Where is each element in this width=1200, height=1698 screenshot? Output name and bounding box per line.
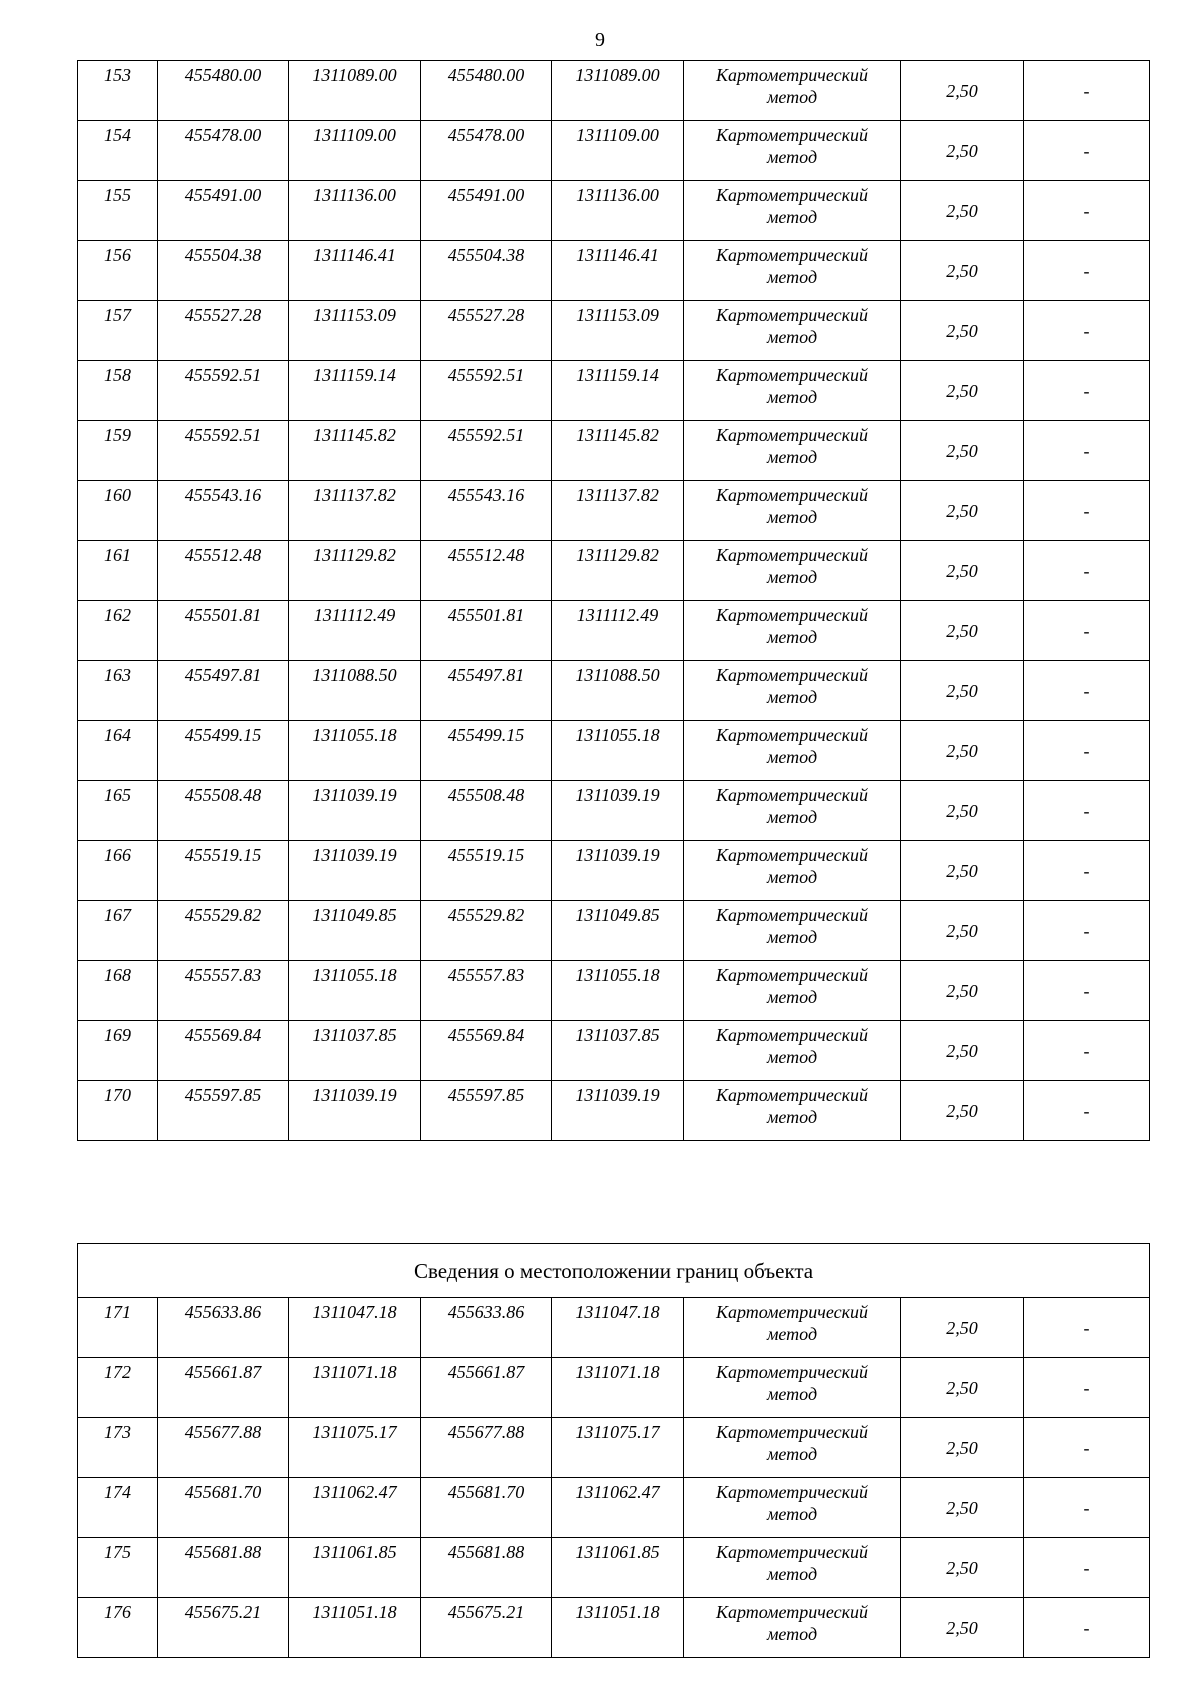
point-number-cell: 165: [78, 781, 158, 841]
coordinates-table-top: [77, 60, 1150, 1141]
y-new-cell: 1311049.85: [552, 901, 684, 961]
y-new-cell: 1311039.19: [552, 781, 684, 841]
x-old-cell: 455512.48: [158, 541, 289, 601]
point-number-cell: 164: [78, 721, 158, 781]
description-cell: -: [1024, 601, 1150, 661]
y-old-cell: 1311047.18: [289, 1298, 421, 1358]
method-cell: [684, 61, 901, 121]
accuracy-cell: 2,50: [901, 1478, 1024, 1538]
x-old-cell: 455529.82: [158, 901, 289, 961]
table-row: [78, 421, 1150, 481]
table-row: [78, 721, 1150, 781]
table-row: [78, 961, 1150, 1021]
description-cell: -: [1024, 1358, 1150, 1418]
table-row: [78, 781, 1150, 841]
accuracy-cell: 2,50: [901, 1081, 1024, 1141]
method-line-1: Картометрический: [715, 545, 868, 565]
y-new-cell: 1311136.00: [552, 181, 684, 241]
accuracy-cell: 2,50: [901, 901, 1024, 961]
table-row: [78, 901, 1150, 961]
y-old-cell: 1311088.50: [289, 661, 421, 721]
y-new-cell: 1311109.00: [552, 121, 684, 181]
method-line-1: Картометрический: [715, 365, 868, 385]
y-old-cell: 1311037.85: [289, 1021, 421, 1081]
x-new-cell: 455543.16: [421, 481, 552, 541]
y-old-cell: 1311145.82: [289, 421, 421, 481]
y-new-cell: 1311055.18: [552, 721, 684, 781]
x-new-cell: 455597.85: [421, 1081, 552, 1141]
x-new-cell: 455499.15: [421, 721, 552, 781]
table-row: [78, 1298, 1150, 1358]
method-line-1: Картометрический: [715, 425, 868, 445]
accuracy-cell: 2,50: [901, 721, 1024, 781]
method-line-1: Картометрический: [715, 1085, 868, 1105]
x-old-cell: 455478.00: [158, 121, 289, 181]
description-cell: -: [1024, 361, 1150, 421]
point-number-cell: 170: [78, 1081, 158, 1141]
description-cell: -: [1024, 1478, 1150, 1538]
accuracy-cell: 2,50: [901, 601, 1024, 661]
y-old-cell: 1311055.18: [289, 961, 421, 1021]
method-cell: [684, 1598, 901, 1658]
description-cell: -: [1024, 181, 1150, 241]
y-old-cell: 1311075.17: [289, 1418, 421, 1478]
x-old-cell: 455681.70: [158, 1478, 289, 1538]
coordinates-table-bottom: [77, 1243, 1150, 1658]
accuracy-cell: 2,50: [901, 1598, 1024, 1658]
method-cell: [684, 961, 901, 1021]
y-old-cell: 1311159.14: [289, 361, 421, 421]
x-old-cell: 455491.00: [158, 181, 289, 241]
table-row: [78, 1538, 1150, 1598]
description-cell: -: [1024, 481, 1150, 541]
point-number-cell: 169: [78, 1021, 158, 1081]
x-old-cell: 455677.88: [158, 1418, 289, 1478]
method-line-1: Картометрический: [715, 245, 868, 265]
description-cell: -: [1024, 1598, 1150, 1658]
method-cell: [684, 901, 901, 961]
method-line-1: Картометрический: [715, 1025, 868, 1045]
method-cell: [684, 361, 901, 421]
method-line-1: Картометрический: [715, 665, 868, 685]
method-line-2: метод: [766, 1564, 818, 1584]
method-line-2: метод: [766, 267, 818, 287]
method-line-2: метод: [766, 507, 818, 527]
x-new-cell: 455504.38: [421, 241, 552, 301]
y-new-cell: 1311039.19: [552, 841, 684, 901]
point-number-cell: 157: [78, 301, 158, 361]
method-cell: [684, 301, 901, 361]
x-new-cell: 455675.21: [421, 1598, 552, 1658]
description-cell: -: [1024, 421, 1150, 481]
accuracy-cell: 2,50: [901, 421, 1024, 481]
method-line-2: метод: [766, 1624, 818, 1644]
method-line-1: Картометрический: [715, 305, 868, 325]
table-row: [78, 601, 1150, 661]
method-line-1: Картометрический: [715, 185, 868, 205]
page-number: 9: [595, 29, 605, 51]
x-new-cell: 455519.15: [421, 841, 552, 901]
y-old-cell: 1311136.00: [289, 181, 421, 241]
method-cell: [684, 1358, 901, 1418]
method-cell: [684, 601, 901, 661]
y-new-cell: 1311071.18: [552, 1358, 684, 1418]
method-cell: [684, 1298, 901, 1358]
y-new-cell: 1311088.50: [552, 661, 684, 721]
point-number-cell: 154: [78, 121, 158, 181]
point-number-cell: 158: [78, 361, 158, 421]
point-number-cell: 168: [78, 961, 158, 1021]
method-line-1: Картометрический: [715, 965, 868, 985]
table-row: [78, 1081, 1150, 1141]
description-cell: -: [1024, 1538, 1150, 1598]
description-cell: -: [1024, 781, 1150, 841]
description-cell: -: [1024, 241, 1150, 301]
method-line-1: Картометрический: [715, 1302, 868, 1322]
y-new-cell: 1311145.82: [552, 421, 684, 481]
table-row: [78, 361, 1150, 421]
x-new-cell: 455478.00: [421, 121, 552, 181]
description-cell: -: [1024, 301, 1150, 361]
accuracy-cell: 2,50: [901, 181, 1024, 241]
accuracy-cell: 2,50: [901, 961, 1024, 1021]
x-new-cell: 455527.28: [421, 301, 552, 361]
point-number-cell: 162: [78, 601, 158, 661]
y-new-cell: 1311153.09: [552, 301, 684, 361]
table-row: [78, 1598, 1150, 1658]
y-old-cell: 1311112.49: [289, 601, 421, 661]
accuracy-cell: 2,50: [901, 841, 1024, 901]
description-cell: -: [1024, 901, 1150, 961]
method-line-1: Картометрический: [715, 605, 868, 625]
x-old-cell: 455508.48: [158, 781, 289, 841]
description-cell: -: [1024, 1081, 1150, 1141]
method-line-1: Картометрический: [715, 845, 868, 865]
x-new-cell: 455633.86: [421, 1298, 552, 1358]
y-new-cell: 1311089.00: [552, 61, 684, 121]
method-line-1: Картометрический: [715, 1362, 868, 1382]
y-old-cell: 1311137.82: [289, 481, 421, 541]
table-row: [78, 1358, 1150, 1418]
x-new-cell: 455508.48: [421, 781, 552, 841]
method-line-2: метод: [766, 327, 818, 347]
y-new-cell: 1311075.17: [552, 1418, 684, 1478]
method-line-1: Картометрический: [715, 725, 868, 745]
x-old-cell: 455592.51: [158, 361, 289, 421]
table-row: [78, 541, 1150, 601]
y-new-cell: 1311129.82: [552, 541, 684, 601]
point-number-cell: 161: [78, 541, 158, 601]
method-line-1: Картометрический: [715, 65, 868, 85]
method-line-2: метод: [766, 207, 818, 227]
accuracy-cell: 2,50: [901, 481, 1024, 541]
y-new-cell: 1311039.19: [552, 1081, 684, 1141]
accuracy-cell: 2,50: [901, 241, 1024, 301]
table-row: [78, 1021, 1150, 1081]
method-cell: [684, 721, 901, 781]
accuracy-cell: 2,50: [901, 781, 1024, 841]
method-cell: [684, 781, 901, 841]
point-number-cell: 155: [78, 181, 158, 241]
method-cell: [684, 1478, 901, 1538]
y-old-cell: 1311146.41: [289, 241, 421, 301]
method-cell: [684, 1081, 901, 1141]
table-row: [78, 1418, 1150, 1478]
y-new-cell: 1311037.85: [552, 1021, 684, 1081]
accuracy-cell: 2,50: [901, 121, 1024, 181]
table-row: [78, 301, 1150, 361]
x-new-cell: 455557.83: [421, 961, 552, 1021]
method-line-2: метод: [766, 387, 818, 407]
point-number-cell: 153: [78, 61, 158, 121]
method-line-2: метод: [766, 147, 818, 167]
x-old-cell: 455592.51: [158, 421, 289, 481]
method-cell: [684, 121, 901, 181]
description-cell: -: [1024, 961, 1150, 1021]
y-old-cell: 1311039.19: [289, 781, 421, 841]
table-row: [78, 841, 1150, 901]
y-new-cell: 1311146.41: [552, 241, 684, 301]
point-number-cell: 163: [78, 661, 158, 721]
accuracy-cell: 2,50: [901, 1418, 1024, 1478]
method-line-1: Картометрический: [715, 785, 868, 805]
method-line-2: метод: [766, 627, 818, 647]
method-line-1: Картометрический: [715, 1602, 868, 1622]
x-new-cell: 455491.00: [421, 181, 552, 241]
x-old-cell: 455499.15: [158, 721, 289, 781]
method-line-2: метод: [766, 1047, 818, 1067]
x-new-cell: 455569.84: [421, 1021, 552, 1081]
method-line-2: метод: [766, 867, 818, 887]
y-new-cell: 1311112.49: [552, 601, 684, 661]
x-old-cell: 455557.83: [158, 961, 289, 1021]
x-old-cell: 455497.81: [158, 661, 289, 721]
x-new-cell: 455681.88: [421, 1538, 552, 1598]
method-line-2: метод: [766, 747, 818, 767]
x-old-cell: 455480.00: [158, 61, 289, 121]
table-row: [78, 481, 1150, 541]
point-number-cell: 175: [78, 1538, 158, 1598]
x-new-cell: 455501.81: [421, 601, 552, 661]
method-cell: [684, 841, 901, 901]
y-new-cell: 1311062.47: [552, 1478, 684, 1538]
method-line-1: Картометрический: [715, 1482, 868, 1502]
x-new-cell: 455677.88: [421, 1418, 552, 1478]
description-cell: -: [1024, 1298, 1150, 1358]
method-cell: [684, 1418, 901, 1478]
method-line-2: метод: [766, 1504, 818, 1524]
accuracy-cell: 2,50: [901, 1358, 1024, 1418]
description-cell: -: [1024, 61, 1150, 121]
accuracy-cell: 2,50: [901, 1021, 1024, 1081]
y-old-cell: 1311051.18: [289, 1598, 421, 1658]
description-cell: -: [1024, 721, 1150, 781]
description-cell: -: [1024, 661, 1150, 721]
method-line-2: метод: [766, 87, 818, 107]
x-new-cell: 455497.81: [421, 661, 552, 721]
x-old-cell: 455633.86: [158, 1298, 289, 1358]
table-row: [78, 661, 1150, 721]
x-new-cell: 455512.48: [421, 541, 552, 601]
method-line-2: метод: [766, 447, 818, 467]
method-cell: [684, 541, 901, 601]
table-caption: Сведения о местоположении границ объекта: [78, 1244, 1150, 1298]
x-old-cell: 455675.21: [158, 1598, 289, 1658]
y-old-cell: 1311055.18: [289, 721, 421, 781]
x-old-cell: 455501.81: [158, 601, 289, 661]
accuracy-cell: 2,50: [901, 301, 1024, 361]
method-line-2: метод: [766, 987, 818, 1007]
x-new-cell: 455592.51: [421, 421, 552, 481]
method-line-2: метод: [766, 567, 818, 587]
method-cell: [684, 241, 901, 301]
description-cell: -: [1024, 1418, 1150, 1478]
point-number-cell: 172: [78, 1358, 158, 1418]
y-old-cell: 1311089.00: [289, 61, 421, 121]
x-old-cell: 455661.87: [158, 1358, 289, 1418]
y-new-cell: 1311051.18: [552, 1598, 684, 1658]
method-line-2: метод: [766, 1444, 818, 1464]
method-cell: [684, 661, 901, 721]
caption-row: [78, 1244, 1150, 1298]
x-old-cell: 455527.28: [158, 301, 289, 361]
x-old-cell: 455681.88: [158, 1538, 289, 1598]
y-old-cell: 1311109.00: [289, 121, 421, 181]
x-old-cell: 455597.85: [158, 1081, 289, 1141]
method-line-1: Картометрический: [715, 1542, 868, 1562]
point-number-cell: 160: [78, 481, 158, 541]
x-new-cell: 455529.82: [421, 901, 552, 961]
description-cell: -: [1024, 121, 1150, 181]
table-row: [78, 121, 1150, 181]
point-number-cell: 167: [78, 901, 158, 961]
x-old-cell: 455569.84: [158, 1021, 289, 1081]
table-row: [78, 181, 1150, 241]
y-old-cell: 1311153.09: [289, 301, 421, 361]
point-number-cell: 176: [78, 1598, 158, 1658]
y-old-cell: 1311061.85: [289, 1538, 421, 1598]
method-cell: [684, 1538, 901, 1598]
description-cell: -: [1024, 841, 1150, 901]
x-new-cell: 455681.70: [421, 1478, 552, 1538]
method-line-2: метод: [766, 807, 818, 827]
accuracy-cell: 2,50: [901, 1298, 1024, 1358]
x-old-cell: 455543.16: [158, 481, 289, 541]
method-cell: [684, 1021, 901, 1081]
method-line-1: Картометрический: [715, 125, 868, 145]
method-line-2: метод: [766, 1324, 818, 1344]
description-cell: -: [1024, 1021, 1150, 1081]
point-number-cell: 159: [78, 421, 158, 481]
point-number-cell: 171: [78, 1298, 158, 1358]
accuracy-cell: 2,50: [901, 1538, 1024, 1598]
y-new-cell: 1311055.18: [552, 961, 684, 1021]
y-new-cell: 1311061.85: [552, 1538, 684, 1598]
x-old-cell: 455504.38: [158, 241, 289, 301]
method-line-2: метод: [766, 927, 818, 947]
accuracy-cell: 2,50: [901, 61, 1024, 121]
method-line-1: Картометрический: [715, 905, 868, 925]
x-new-cell: 455661.87: [421, 1358, 552, 1418]
point-number-cell: 174: [78, 1478, 158, 1538]
table-row: [78, 61, 1150, 121]
description-cell: -: [1024, 541, 1150, 601]
x-new-cell: 455592.51: [421, 361, 552, 421]
point-number-cell: 166: [78, 841, 158, 901]
method-line-2: метод: [766, 1107, 818, 1127]
y-old-cell: 1311129.82: [289, 541, 421, 601]
accuracy-cell: 2,50: [901, 541, 1024, 601]
point-number-cell: 156: [78, 241, 158, 301]
y-new-cell: 1311159.14: [552, 361, 684, 421]
point-number-cell: 173: [78, 1418, 158, 1478]
y-new-cell: 1311047.18: [552, 1298, 684, 1358]
method-line-1: Картометрический: [715, 485, 868, 505]
method-line-2: метод: [766, 1384, 818, 1404]
x-new-cell: 455480.00: [421, 61, 552, 121]
accuracy-cell: 2,50: [901, 361, 1024, 421]
y-new-cell: 1311137.82: [552, 481, 684, 541]
method-cell: [684, 421, 901, 481]
method-line-1: Картометрический: [715, 1422, 868, 1442]
x-old-cell: 455519.15: [158, 841, 289, 901]
method-line-2: метод: [766, 687, 818, 707]
y-old-cell: 1311039.19: [289, 1081, 421, 1141]
y-old-cell: 1311071.18: [289, 1358, 421, 1418]
accuracy-cell: 2,50: [901, 661, 1024, 721]
method-cell: [684, 481, 901, 541]
y-old-cell: 1311049.85: [289, 901, 421, 961]
method-cell: [684, 181, 901, 241]
y-old-cell: 1311039.19: [289, 841, 421, 901]
table-row: [78, 241, 1150, 301]
table-row: [78, 1478, 1150, 1538]
y-old-cell: 1311062.47: [289, 1478, 421, 1538]
